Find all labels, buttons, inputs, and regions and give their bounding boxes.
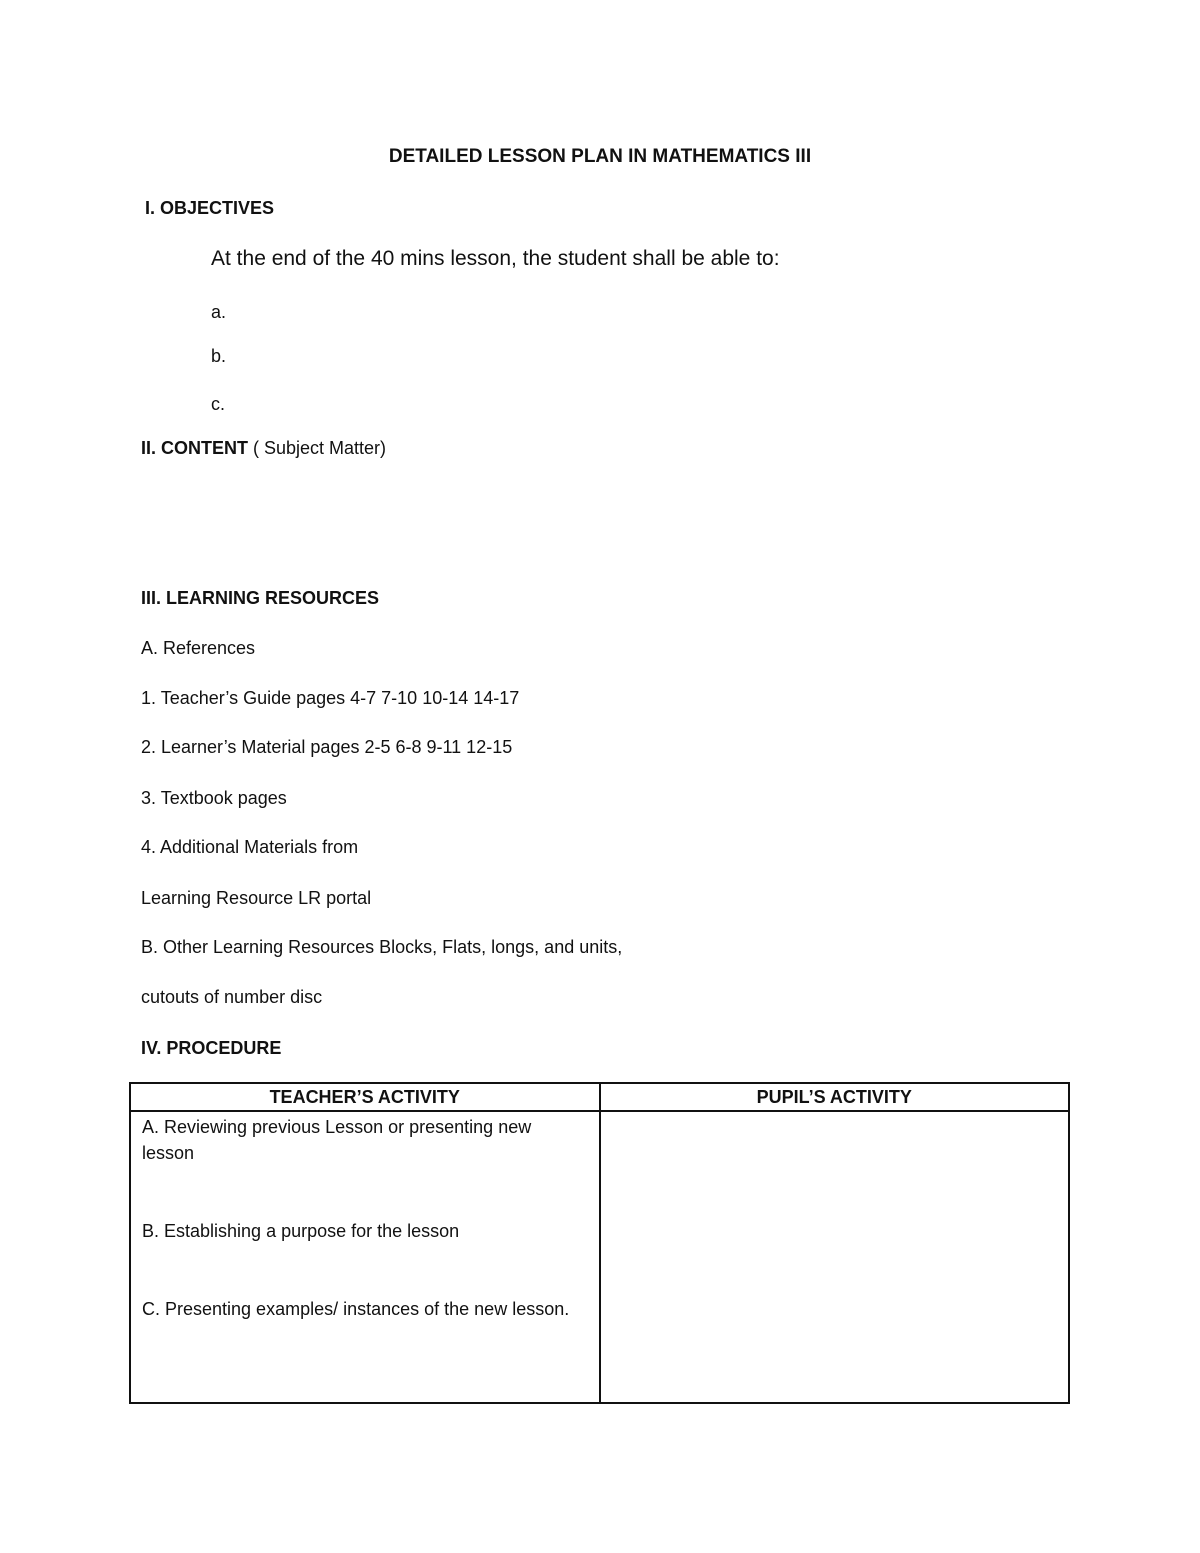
references-label: A. References xyxy=(141,638,256,658)
objective-item-b: b. xyxy=(211,346,227,366)
objectives-intro: At the end of the 40 mins lesson, the student shall be able to: xyxy=(211,247,780,270)
objective-item-a: a. xyxy=(211,302,227,322)
teacher-activity-item: C. Presenting examples/ instances of the new lesson. xyxy=(142,1299,570,1319)
resources-heading: III. LEARNING RESOURCES xyxy=(141,588,380,608)
resource-line: 4. Additional Materials from xyxy=(141,837,359,857)
content-section xyxy=(141,437,386,459)
content-heading: II. CONTENT xyxy=(141,438,248,458)
resource-line: 3. Textbook pages xyxy=(141,788,287,808)
teacher-activity-cell xyxy=(130,1111,600,1403)
resource-line: cutouts of number disc xyxy=(141,987,323,1007)
document-title: DETAILED LESSON PLAN IN MATHEMATICS III xyxy=(388,146,812,167)
teacher-activity-header: TEACHER’S ACTIVITY xyxy=(130,1083,600,1111)
teacher-activity-item: A. Reviewing previous Lesson or presenting new lesson xyxy=(142,1117,532,1163)
resource-line: B. Other Learning Resources Blocks, Flats, longs, and units, xyxy=(141,937,623,957)
procedure-heading: IV. PROCEDURE xyxy=(141,1038,282,1058)
objectives-heading: I. OBJECTIVES xyxy=(145,198,275,218)
table-row xyxy=(130,1111,1069,1403)
procedure-table xyxy=(129,1082,1070,1404)
teacher-activity-item: B. Establishing a purpose for the lesson xyxy=(142,1221,460,1241)
objective-item-c: c. xyxy=(211,394,226,414)
table-header-row xyxy=(130,1083,1069,1111)
pupil-activity-header: PUPIL’S ACTIVITY xyxy=(600,1083,1070,1111)
resource-line: Learning Resource LR portal xyxy=(141,888,372,908)
content-subheading: ( Subject Matter) xyxy=(248,438,387,458)
pupil-activity-cell xyxy=(600,1111,1070,1403)
resource-line: 2. Learner’s Material pages 2-5 6-8 9-11 12-15 xyxy=(141,737,513,757)
resource-line: 1. Teacher’s Guide pages 4-7 7-10 10-14 14-17 xyxy=(141,688,520,708)
